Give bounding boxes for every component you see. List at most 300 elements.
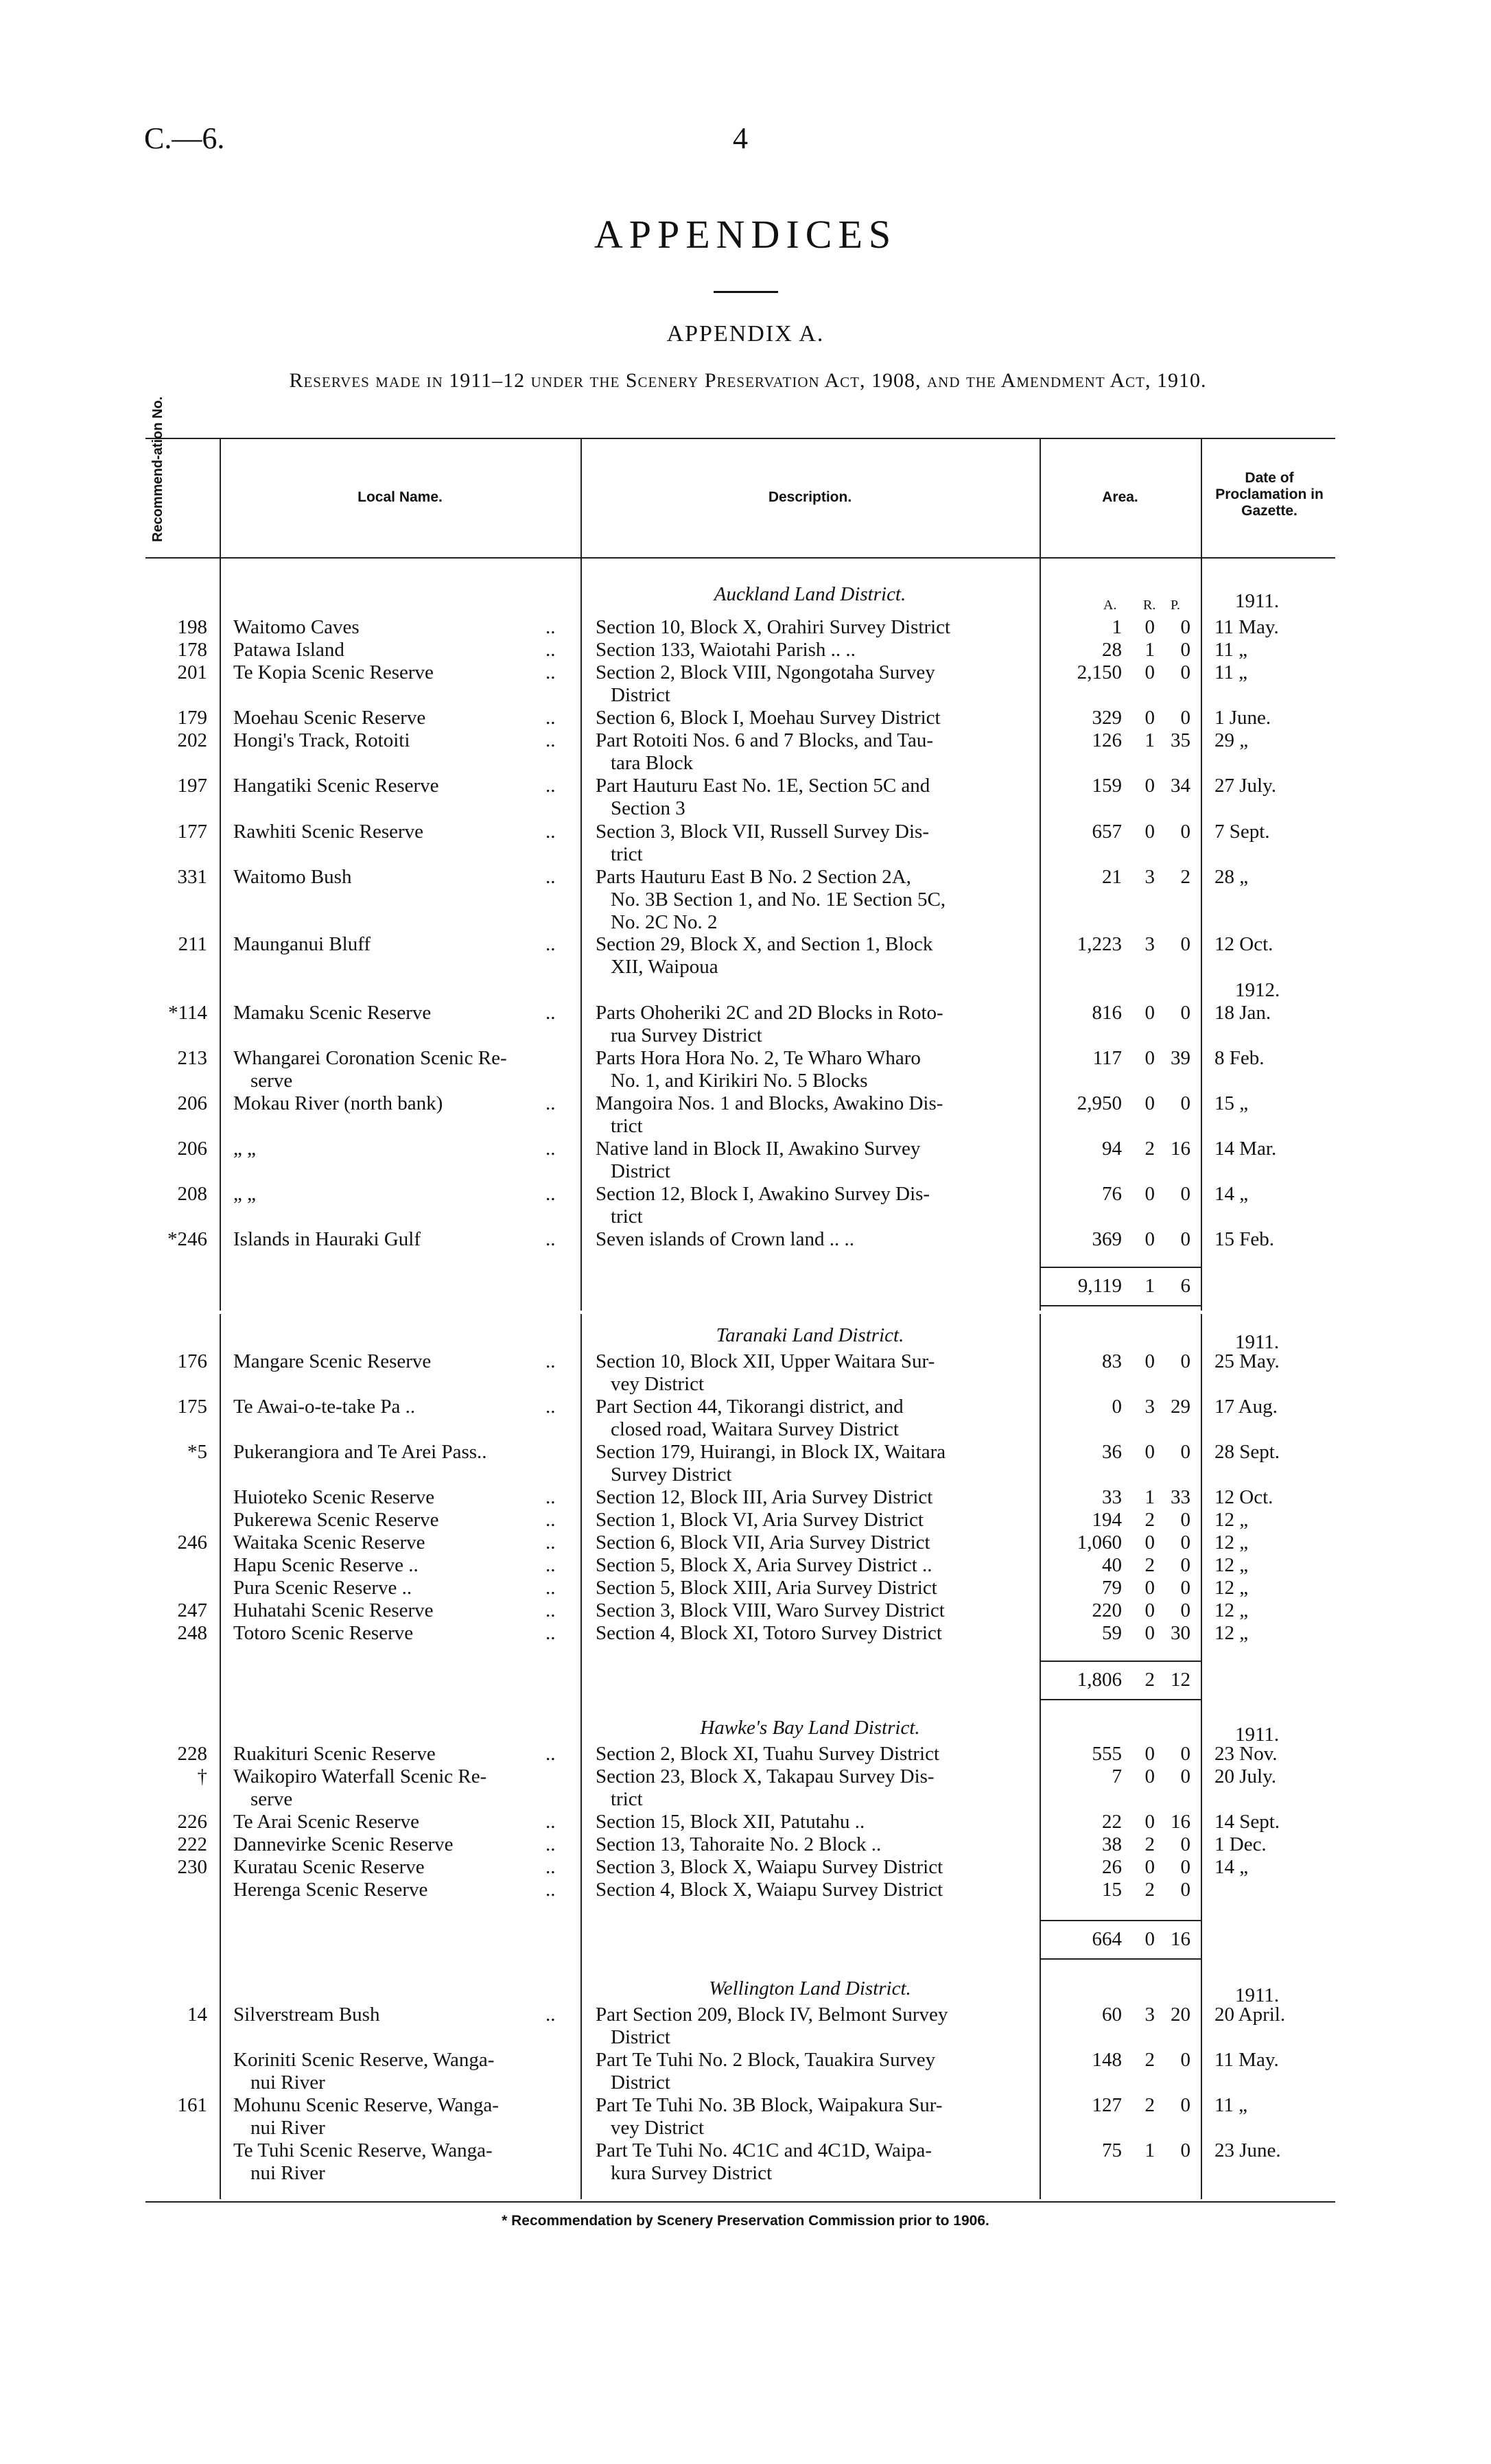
- reserve-description: Parts Hora Hora No. 2, Te Wharo Wharo: [596, 1047, 921, 1069]
- reserve-description: Section 10, Block X, Orahiri Survey District: [596, 616, 951, 638]
- reserve-description: Section 13, Tahoraite No. 2 Block ..: [596, 1833, 882, 1855]
- area-acres: 194: [1092, 1509, 1122, 1531]
- reserve-description: Section 1, Block VI, Aria Survey District: [596, 1509, 924, 1531]
- recommendation-number: 230: [177, 1856, 207, 1878]
- recommendation-number: 248: [177, 1622, 207, 1644]
- reserve-description: trict: [611, 1115, 643, 1137]
- recommendation-number: 14: [187, 2004, 207, 2026]
- area-perches: 0: [1180, 661, 1190, 683]
- area-perches: 33: [1171, 1486, 1190, 1508]
- reserve-name: Waikopiro Waterfall Scenic Re-: [233, 1765, 487, 1787]
- reserve-description: Section 2, Block XI, Tuahu Survey District: [596, 1743, 940, 1765]
- proclamation-date: 11 May.: [1214, 616, 1279, 638]
- reserve-description: Part Te Tuhi No. 2 Block, Tauakira Survey: [596, 2049, 936, 2071]
- area-total-rule-top: [1040, 1267, 1201, 1268]
- reserve-name: Dannevirke Scenic Reserve: [233, 1833, 454, 1855]
- area-acres: 657: [1092, 821, 1122, 843]
- leader-dots: ..: [545, 866, 556, 888]
- leader-dots: ..: [545, 1599, 556, 1621]
- reserve-name: Silverstream Bush: [233, 2004, 380, 2026]
- proclamation-date: 7 Sept.: [1214, 821, 1270, 843]
- area-perches: 20: [1171, 2004, 1190, 2026]
- area-perches: 0: [1180, 1183, 1190, 1205]
- area-acres: 329: [1092, 707, 1122, 729]
- reserve-name: Patawa Island: [233, 639, 344, 661]
- area-roods: 0: [1144, 1622, 1155, 1644]
- reserve-description: rua Survey District: [611, 1024, 762, 1046]
- reserve-description: Seven islands of Crown land .. ..: [596, 1228, 854, 1250]
- reserve-name: nui River: [250, 2162, 325, 2184]
- area-roods: 2: [1144, 1833, 1155, 1855]
- area-acres: 555: [1092, 1743, 1122, 1765]
- area-perches: 0: [1180, 1765, 1190, 1787]
- area-roods: 0: [1144, 1743, 1155, 1765]
- column-header-recommendation: Recommend-ation No.: [150, 396, 165, 542]
- proclamation-date: 18 Jan.: [1214, 1002, 1271, 1024]
- reserve-description: Part Section 44, Tikorangi district, and: [596, 1396, 904, 1418]
- reserve-description: Part Section 209, Block IV, Belmont Survey: [596, 2004, 948, 2026]
- reserve-description: Native land in Block II, Awakino Survey: [596, 1138, 921, 1160]
- area-perches: 0: [1180, 1856, 1190, 1878]
- area-perches: 0: [1180, 2139, 1190, 2161]
- leader-dots: ..: [545, 1743, 556, 1765]
- reserve-name: Mangare Scenic Reserve: [233, 1350, 432, 1372]
- recommendation-number: 177: [177, 821, 207, 843]
- area-acres: 21: [1102, 866, 1122, 888]
- area-acres: 127: [1092, 2094, 1122, 2116]
- area-total-roods: 1: [1144, 1275, 1155, 1297]
- area-perches: 2: [1180, 866, 1190, 888]
- area-perches: 16: [1171, 1138, 1190, 1160]
- area-perches: 29: [1171, 1396, 1190, 1418]
- area-total-roods: 0: [1144, 1928, 1155, 1950]
- area-total-rule-bottom: [1040, 1305, 1201, 1306]
- recommendation-number: †: [197, 1765, 207, 1787]
- leader-dots: ..: [545, 616, 556, 638]
- leader-dots: ..: [545, 1811, 556, 1833]
- reserve-name: Mohunu Scenic Reserve, Wanga-: [233, 2094, 499, 2116]
- leader-dots: ..: [545, 933, 556, 955]
- reserve-description: Section 4, Block XI, Totoro Survey District: [596, 1622, 942, 1644]
- area-acres: 2,150: [1077, 661, 1122, 683]
- proclamation-date: 1 Dec.: [1214, 1833, 1267, 1855]
- reserve-description: Part Rotoiti Nos. 6 and 7 Blocks, and Tau-: [596, 729, 934, 751]
- column-divider: [1040, 439, 1041, 1311]
- area-perches: 0: [1180, 1599, 1190, 1621]
- recommendation-number: 208: [177, 1183, 207, 1205]
- recommendation-number: 226: [177, 1811, 207, 1833]
- area-perches: 0: [1180, 1554, 1190, 1576]
- proclamation-date: 20 April.: [1214, 2004, 1286, 2026]
- area-perches: 0: [1180, 616, 1190, 638]
- area-acres: 117: [1092, 1047, 1122, 1069]
- area-roods: 0: [1144, 1577, 1155, 1599]
- area-acres: 75: [1102, 2139, 1122, 2161]
- reserve-name: Pukerangiora and Te Arei Pass..: [233, 1441, 487, 1463]
- area-acres: 0: [1112, 1396, 1122, 1418]
- proclamation-date: 14 „: [1214, 1183, 1249, 1205]
- proclamation-date: 14 Sept.: [1214, 1811, 1280, 1833]
- reserve-description: vey District: [611, 1373, 705, 1395]
- district-heading: Wellington Land District.: [709, 1978, 911, 1999]
- leader-dots: ..: [545, 1396, 556, 1418]
- reserve-name: Rawhiti Scenic Reserve: [233, 821, 424, 843]
- recommendation-number: 211: [178, 933, 207, 955]
- unit-perches: P.: [1171, 598, 1180, 613]
- area-perches: 0: [1180, 1879, 1190, 1901]
- reserve-name: Koriniti Scenic Reserve, Wanga-: [233, 2049, 495, 2071]
- area-roods: 0: [1144, 1811, 1155, 1833]
- reserve-name: Ruakituri Scenic Reserve: [233, 1743, 436, 1765]
- reserve-description: No. 2C No. 2: [611, 911, 718, 933]
- recommendation-number: 201: [177, 661, 207, 683]
- area-acres: 7: [1112, 1765, 1122, 1787]
- table-bottom-rule: [145, 2201, 1335, 2203]
- recommendation-number: 178: [177, 639, 207, 661]
- reserve-name: Waitomo Caves: [233, 616, 360, 638]
- reserve-description: Section 5, Block X, Aria Survey District ..: [596, 1554, 932, 1576]
- proclamation-date: 12 „: [1214, 1622, 1249, 1644]
- reserve-name: Pukerewa Scenic Reserve: [233, 1509, 439, 1531]
- proclamation-date: 17 Aug.: [1214, 1396, 1278, 1418]
- proclamation-date: 11 „: [1214, 639, 1248, 661]
- reserve-description: Section 6, Block VII, Aria Survey District: [596, 1532, 930, 1553]
- area-roods: 2: [1144, 2049, 1155, 2071]
- area-perches: 0: [1180, 1743, 1190, 1765]
- reserve-name: Te Tuhi Scenic Reserve, Wanga-: [233, 2139, 493, 2161]
- page-number: 4: [733, 121, 748, 155]
- area-total-rule-top: [1040, 1920, 1201, 1921]
- area-roods: 0: [1144, 1599, 1155, 1621]
- area-perches: 35: [1171, 729, 1190, 751]
- area-perches: 0: [1180, 2049, 1190, 2071]
- reserve-name: Totoro Scenic Reserve: [233, 1622, 414, 1644]
- area-roods: 2: [1144, 2094, 1155, 2116]
- area-perches: 0: [1180, 1509, 1190, 1531]
- reserve-description: Part Hauturu East No. 1E, Section 5C and: [596, 775, 930, 797]
- reserve-description: Part Te Tuhi No. 3B Block, Waipakura Sur-: [596, 2094, 943, 2116]
- proclamation-date: 11 „: [1214, 2094, 1248, 2116]
- area-roods: 1: [1144, 639, 1155, 661]
- area-total-roods: 2: [1144, 1669, 1155, 1691]
- area-acres: 40: [1102, 1554, 1122, 1576]
- district-year: 1911.: [1235, 590, 1280, 612]
- area-roods: 2: [1144, 1554, 1155, 1576]
- reserve-name: Mamaku Scenic Reserve: [233, 1002, 432, 1024]
- unit-acres: A.: [1103, 598, 1117, 613]
- column-header-local-name: Local Name.: [357, 489, 443, 505]
- page-title: APPENDICES: [594, 212, 897, 257]
- recommendation-number: 175: [177, 1396, 207, 1418]
- proclamation-date: 8 Feb.: [1214, 1047, 1265, 1069]
- reserve-name: „ „: [233, 1183, 256, 1205]
- area-roods: 0: [1144, 821, 1155, 843]
- area-roods: 0: [1144, 1228, 1155, 1250]
- leader-dots: ..: [545, 639, 556, 661]
- recommendation-number: 246: [177, 1532, 207, 1553]
- area-acres: 33: [1102, 1486, 1122, 1508]
- reserve-description: Parts Hauturu East B No. 2 Section 2A,: [596, 866, 911, 888]
- district-heading: Taranaki Land District.: [716, 1324, 904, 1346]
- appendix-title: APPENDIX A.: [666, 321, 825, 347]
- area-acres: 159: [1092, 775, 1122, 797]
- reserve-description: No. 3B Section 1, and No. 1E Section 5C,: [611, 889, 946, 911]
- proclamation-date: 25 May.: [1214, 1350, 1280, 1372]
- proclamation-date: 15 Feb.: [1214, 1228, 1274, 1250]
- area-acres: 816: [1092, 1002, 1122, 1024]
- reserve-name: Pura Scenic Reserve ..: [233, 1577, 412, 1599]
- area-acres: 1: [1112, 616, 1122, 638]
- recommendation-number: *114: [168, 1002, 207, 1024]
- recommendation-number: 198: [177, 616, 207, 638]
- area-acres: 148: [1092, 2049, 1122, 2071]
- title-rule: [714, 291, 778, 293]
- proclamation-date: 11 „: [1214, 661, 1248, 683]
- reserve-description: Parts Ohoheriki 2C and 2D Blocks in Roto-: [596, 1002, 943, 1024]
- area-total-acres: 1,806: [1077, 1669, 1122, 1691]
- area-roods: 0: [1144, 616, 1155, 638]
- recommendation-number: 247: [177, 1599, 207, 1621]
- reserve-description: trict: [611, 1788, 643, 1810]
- reserve-name: nui River: [250, 2117, 325, 2139]
- reserve-description: Survey District: [611, 1464, 732, 1486]
- reserve-description: Section 133, Waiotahi Parish .. ..: [596, 639, 856, 661]
- area-roods: 1: [1144, 2139, 1155, 2161]
- leader-dots: ..: [545, 661, 556, 683]
- column-divider: [220, 439, 221, 1311]
- column-divider: [1201, 439, 1202, 1311]
- proclamation-date: 23 June.: [1214, 2139, 1281, 2161]
- reserve-description: Section 3: [611, 797, 685, 819]
- reserve-description: trict: [611, 843, 643, 865]
- reserve-name: Islands in Hauraki Gulf: [233, 1228, 421, 1250]
- reserve-name: Maunganui Bluff: [233, 933, 371, 955]
- area-roods: 0: [1144, 1856, 1155, 1878]
- reserve-description: Part Te Tuhi No. 4C1C and 4C1D, Waipa-: [596, 2139, 932, 2161]
- leader-dots: ..: [545, 2004, 556, 2026]
- leader-dots: ..: [545, 1486, 556, 1508]
- recommendation-number: 179: [177, 707, 207, 729]
- recommendation-number: *246: [167, 1228, 207, 1250]
- reserve-description: Section 10, Block XII, Upper Waitara Sur-: [596, 1350, 935, 1372]
- area-acres: 83: [1102, 1350, 1122, 1372]
- leader-dots: ..: [545, 1856, 556, 1878]
- leader-dots: ..: [545, 775, 556, 797]
- area-perches: 0: [1180, 1092, 1190, 1114]
- area-acres: 94: [1102, 1138, 1122, 1160]
- area-perches: 0: [1180, 1532, 1190, 1553]
- area-acres: 38: [1102, 1833, 1122, 1855]
- area-acres: 60: [1102, 2004, 1122, 2026]
- leader-dots: ..: [545, 1532, 556, 1553]
- reserve-description: No. 1, and Kirikiri No. 5 Blocks: [611, 1070, 868, 1092]
- area-perches: 16: [1171, 1811, 1190, 1833]
- column-divider: [220, 1314, 221, 2199]
- header-bottom-rule: [145, 557, 1335, 559]
- proclamation-date: 23 Nov.: [1214, 1743, 1278, 1765]
- area-acres: 2,950: [1077, 1092, 1122, 1114]
- area-roods: 1: [1144, 1486, 1155, 1508]
- reserve-description: Section 2, Block VIII, Ngongotaha Survey: [596, 661, 935, 683]
- leader-dots: ..: [545, 821, 556, 843]
- reserve-description: tara Block: [611, 752, 693, 774]
- reserve-name: Te Awai-o-te-take Pa ..: [233, 1396, 416, 1418]
- area-roods: 2: [1144, 1138, 1155, 1160]
- column-divider: [1040, 1314, 1041, 2199]
- area-perches: 0: [1180, 933, 1190, 955]
- area-perches: 0: [1180, 1350, 1190, 1372]
- proclamation-date: 1 June.: [1214, 707, 1271, 729]
- leader-dots: ..: [545, 1002, 556, 1024]
- leader-dots: ..: [545, 1554, 556, 1576]
- reserve-name: serve: [250, 1070, 293, 1092]
- area-acres: 76: [1102, 1183, 1122, 1205]
- reserve-description: District: [611, 684, 670, 706]
- table-heading: Reserves made in 1911–12 under the Scenery Preservation Act, 1908, and the Amendment Act, 1910.: [289, 369, 1207, 392]
- reserve-name: Waitaka Scenic Reserve: [233, 1532, 425, 1553]
- recommendation-number: 331: [177, 866, 207, 888]
- footnote: * Recommendation by Scenery Preservation Commission prior to 1906.: [502, 2213, 989, 2229]
- area-roods: 0: [1144, 1765, 1155, 1787]
- proclamation-date: 12 „: [1214, 1577, 1249, 1599]
- district-year: 1911.: [1235, 1724, 1280, 1746]
- recommendation-number: 206: [177, 1092, 207, 1114]
- area-roods: 0: [1144, 1047, 1155, 1069]
- area-perches: 0: [1180, 1833, 1190, 1855]
- area-acres: 1,060: [1077, 1532, 1122, 1553]
- proclamation-date: 14 „: [1214, 1856, 1249, 1878]
- reserve-description: Section 12, Block I, Awakino Survey Dis-: [596, 1183, 930, 1205]
- leader-dots: ..: [545, 1183, 556, 1205]
- area-acres: 28: [1102, 639, 1122, 661]
- area-total-acres: 664: [1092, 1928, 1122, 1950]
- column-header-date: Date of Proclamation in Gazette.: [1215, 470, 1324, 519]
- reserve-name: Moehau Scenic Reserve: [233, 707, 426, 729]
- proclamation-date: 29 „: [1214, 729, 1249, 751]
- area-roods: 1: [1144, 729, 1155, 751]
- leader-dots: ..: [545, 1577, 556, 1599]
- reserve-description: vey District: [611, 2117, 705, 2139]
- area-roods: 0: [1144, 1532, 1155, 1553]
- area-perches: 0: [1180, 1577, 1190, 1599]
- area-roods: 3: [1144, 1396, 1155, 1418]
- column-header-description: Description.: [768, 489, 852, 505]
- area-roods: 2: [1144, 1509, 1155, 1531]
- leader-dots: ..: [545, 1350, 556, 1372]
- reserve-name: Hongi's Track, Rotoiti: [233, 729, 410, 751]
- column-divider: [580, 439, 582, 1311]
- recommendation-number: 176: [177, 1350, 207, 1372]
- reserve-description: Mangoira Nos. 1 and Blocks, Awakino Dis-: [596, 1092, 943, 1114]
- reserve-name: Hangatiki Scenic Reserve: [233, 775, 439, 797]
- leader-dots: ..: [545, 729, 556, 751]
- area-roods: 3: [1144, 933, 1155, 955]
- reserve-description: Section 3, Block VII, Russell Survey Dis-: [596, 821, 929, 843]
- reserve-description: Section 179, Huirangi, in Block IX, Waitara: [596, 1441, 946, 1463]
- reserve-name: Waitomo Bush: [233, 866, 352, 888]
- area-total-perches: 6: [1180, 1275, 1190, 1297]
- district-heading: Auckland Land District.: [714, 583, 906, 605]
- proclamation-date: 12 Oct.: [1214, 933, 1273, 955]
- area-perches: 0: [1180, 2094, 1190, 2116]
- area-perches: 0: [1180, 707, 1190, 729]
- reserve-name: Te Arai Scenic Reserve: [233, 1811, 419, 1833]
- area-acres: 126: [1092, 729, 1122, 751]
- leader-dots: ..: [545, 1509, 556, 1531]
- area-roods: 0: [1144, 1002, 1155, 1024]
- proclamation-date: 27 July.: [1214, 775, 1276, 797]
- reserve-name: Whangarei Coronation Scenic Re-: [233, 1047, 507, 1069]
- proclamation-date: 11 May.: [1214, 2049, 1279, 2071]
- column-divider: [580, 1314, 582, 2199]
- area-acres: 79: [1102, 1577, 1122, 1599]
- proclamation-date: 12 „: [1214, 1509, 1249, 1531]
- area-roods: 0: [1144, 661, 1155, 683]
- area-total-rule-top: [1040, 1661, 1201, 1662]
- leader-dots: ..: [545, 1833, 556, 1855]
- reserve-description: trict: [611, 1206, 643, 1228]
- proclamation-date: 20 July.: [1214, 1765, 1276, 1787]
- area-perches: 0: [1180, 639, 1190, 661]
- area-perches: 0: [1180, 821, 1190, 843]
- area-roods: 2: [1144, 1879, 1155, 1901]
- area-roods: 0: [1144, 1183, 1155, 1205]
- reserve-description: District: [611, 2026, 670, 2048]
- reserve-description: XII, Waipoua: [611, 956, 718, 978]
- proclamation-date: 28 Sept.: [1214, 1441, 1280, 1463]
- reserve-name: Kuratau Scenic Reserve: [233, 1856, 425, 1878]
- leader-dots: ..: [545, 1622, 556, 1644]
- reserve-description: Section 12, Block III, Aria Survey District: [596, 1486, 933, 1508]
- reserve-name: Herenga Scenic Reserve: [233, 1879, 428, 1901]
- reserve-description: Section 3, Block VIII, Waro Survey District: [596, 1599, 945, 1621]
- leader-dots: ..: [545, 707, 556, 729]
- reserve-name: „ „: [233, 1138, 256, 1160]
- recommendation-number: 228: [177, 1743, 207, 1765]
- reserve-description: Section 15, Block XII, Patutahu ..: [596, 1811, 865, 1833]
- recommendation-number: 206: [177, 1138, 207, 1160]
- district-year: 1911.: [1235, 1331, 1280, 1353]
- area-acres: 1,223: [1077, 933, 1122, 955]
- area-perches: 0: [1180, 1228, 1190, 1250]
- area-total-rule-bottom: [1040, 1958, 1201, 1960]
- area-perches: 0: [1180, 1002, 1190, 1024]
- table-top-rule: [145, 438, 1335, 439]
- proclamation-date: 12 „: [1214, 1532, 1249, 1553]
- leader-dots: ..: [545, 1092, 556, 1114]
- proclamation-date: 28 „: [1214, 866, 1249, 888]
- reserve-name: Huhatahi Scenic Reserve: [233, 1599, 434, 1621]
- reserve-description: District: [611, 2072, 670, 2093]
- reserve-name: serve: [250, 1788, 293, 1810]
- reserve-name: Mokau River (north bank): [233, 1092, 443, 1114]
- recommendation-number: 222: [177, 1833, 207, 1855]
- proclamation-date: 15 „: [1214, 1092, 1249, 1114]
- recommendation-number: 202: [177, 729, 207, 751]
- area-perches: 39: [1171, 1047, 1190, 1069]
- reserve-name: Huioteko Scenic Reserve: [233, 1486, 435, 1508]
- document-reference: C.—6.: [144, 121, 225, 155]
- reserve-description: Section 6, Block I, Moehau Survey District: [596, 707, 941, 729]
- area-roods: 0: [1144, 1350, 1155, 1372]
- area-acres: 26: [1102, 1856, 1122, 1878]
- area-total-perches: 16: [1171, 1928, 1190, 1950]
- reserve-description: District: [611, 1160, 670, 1182]
- area-roods: 3: [1144, 866, 1155, 888]
- area-perches: 30: [1171, 1622, 1190, 1644]
- area-acres: 59: [1102, 1622, 1122, 1644]
- area-total-rule-bottom: [1040, 1699, 1201, 1700]
